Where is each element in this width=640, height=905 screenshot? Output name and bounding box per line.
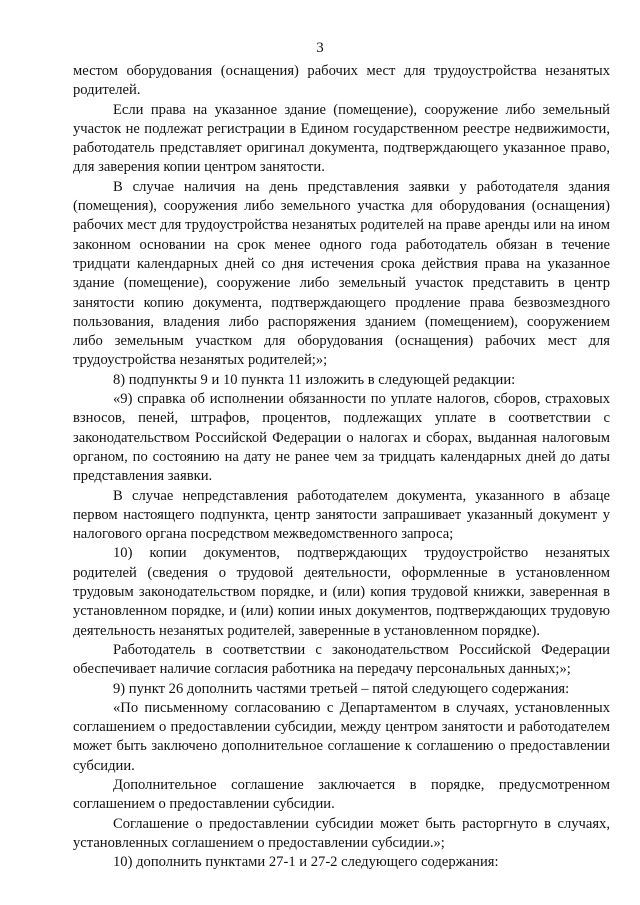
page-number: 3 bbox=[316, 40, 324, 56]
paragraph: 10) дополнить пунктами 27-1 и 27-2 следующего содержания: bbox=[113, 854, 499, 871]
paragraph: Работодатель в соответствии с законодательством Российской Федерации обеспечивает наличие согласия работника на передачу персональных данных;»; bbox=[73, 641, 610, 678]
paragraph: 9) пункт 26 дополнить частями третьей – пятой следующего содержания: bbox=[113, 680, 570, 697]
paragraph: В случае наличия на день представления заявки у работодателя здания (помещения), сооружения либо земельного участка для оборудования (оснащения) рабочих мест для трудоустройства незанятых родителей на праве аренды или на ином законном основании на срок менее одного года работодатель обязан в течение тридцати календарных дней со дня истечения срока действия права на указанное здание (помещение), сооружение либо земельный участок представить в центр занятости копию документа, подтверждающего продление права безвозмездного пользования, владения либо распоряжения зданием (помещением), сооружением либо земельным участком для оборудования (оснащения) рабочих мест для трудоустройства незанятых родителей;»; bbox=[73, 178, 610, 369]
paragraph: «9) справка об исполнении обязанности по уплате налогов, сборов, страховых взносов, пеней, штрафов, процентов, подлежащих уплате в соответствии с законодательством Российской Федерации о налогах и сборах, выданная налоговым органом, по состоянию на дату не ранее чем за тридцать календарных дней до даты представления заявки. bbox=[73, 391, 610, 485]
paragraph: В случае непредставления работодателем документа, указанного в абзаце первом настоящего подпункта, центр занятости запрашивает указанный документ у налогового органа посредством межведомственного запроса; bbox=[73, 487, 610, 543]
paragraph: Если права на указанное здание (помещение), сооружение либо земельный участок не подлежат регистрации в Едином государственном реестре недвижимости, работодатель представляет оригинал документа, подтверждающего указанное право, для заверения копии центром занятости. bbox=[73, 101, 610, 176]
paragraph: местом оборудования (оснащения) рабочих мест для трудоустройства незанятых родителей. bbox=[73, 63, 610, 99]
paragraph: Соглашение о предоставлении субсидии может быть расторгнуто в случаях, установленных соглашением о предоставлении субсидии.»; bbox=[73, 815, 610, 851]
paragraph: 8) подпункты 9 и 10 пункта 11 изложить в следующей редакции: bbox=[113, 371, 516, 388]
paragraph: Дополнительное соглашение заключается в порядке, предусмотренном соглашением о предоставлении субсидии. bbox=[73, 776, 610, 813]
document-body bbox=[73, 62, 610, 872]
paragraph: 10) копии документов, подтверждающих трудоустройство незанятых родителей (сведения о трудовой деятельности, оформленные в установленном трудовым законодательством порядке, и (или) копия трудовой книжки, заверенная в установленном порядке, и (или) копии иных документов, подтверждающих трудовую деятельность незанятых родителей, заверенные в установленном порядке). bbox=[73, 545, 610, 639]
paragraph: «По письменному согласованию с Департаментом в случаях, установленных соглашением о предоставлении субсидии, между центром занятости и работодателем может быть заключено дополнительное соглашение к соглашению о предоставлении субсидии. bbox=[73, 699, 610, 774]
